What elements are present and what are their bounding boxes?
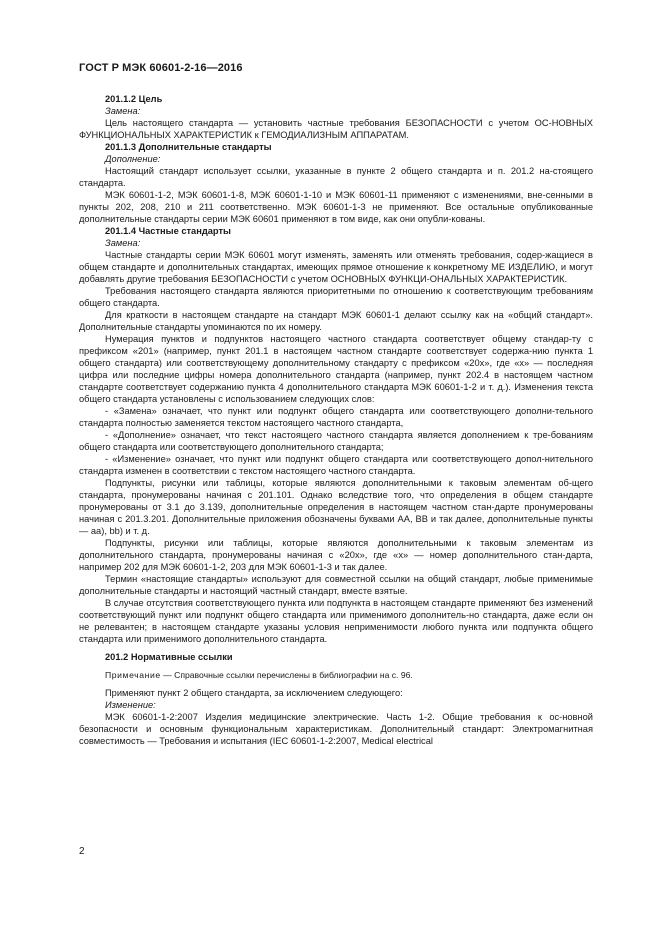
page-number: 2 xyxy=(79,846,85,857)
paragraph: Требования настоящего стандарта являются приоритетными по отношению к соответствующим требованиям общего стандарта. xyxy=(79,286,593,308)
change-label: Замена: xyxy=(105,106,141,116)
paragraph: МЭК 60601-1-2:2007 Изделия медицинские электрические. Часть 1-2. Общие требования к ос-новной безопасности и основным функциональным характеристикам. Дополнительный стандарт: Электромагнитная совместимость — Требования и испытания (IEC 60601-1-2:2007, Medical electrical xyxy=(79,712,593,746)
section-heading-201-1-2: 201.1.2 Цель xyxy=(105,94,163,104)
change-label: Изменение: xyxy=(105,700,156,710)
change-label: Замена: xyxy=(105,238,141,248)
paragraph: МЭК 60601-1-2, МЭК 60601-1-8, МЭК 60601-1-10 и МЭК 60601-11 применяют с изменениями, вне-сенными в пункты 202, 208, 210 и 211 соответственно. МЭК 60601-1-3 не применяют. Все остальные опубликованные дополнительные стандарты серии МЭК 60601 применяют в том виде, как они опубли-кованы. xyxy=(79,190,593,224)
paragraph: Применяют пункт 2 общего стандарта, за исключением следующего: xyxy=(105,688,403,698)
paragraph: Настоящий стандарт использует ссылки, указанные в пункте 2 общего стандарта и п. 201.2 на-стоящего стандарта. xyxy=(79,166,593,188)
list-item: - «Замена» означает, что пункт или подпункт общего стандарта или соответствующего дополни-тельного стандарта полностью заменяется текстом настоящего частного стандарта, xyxy=(79,406,593,428)
paragraph: Подпункты, рисунки или таблицы, которые являются дополнительными к таковым элементам об-щего стандарта, пронумерованы начиная с 201.101. Однако вследствие того, что определения в общем стандарте пронумерованы от 3.1 до 3.139, дополнительные определения в настоящем частном стан-дарте пронумерованы начиная с 201.3.201. Дополнительные приложения обозначены буквами АА, ВВ и так далее, дополнительные пункты — аа), bb) и т. д. xyxy=(79,478,593,536)
note-label: Примечание xyxy=(105,670,161,680)
paragraph: Подпункты, рисунки или таблицы, которые являются дополнительными к таковым элементам из дополнительного стандарта, пронумерованы начиная с «20x», где «x» — номер дополнительного стан-дарта, например 202 для МЭК 60601-1-2, 203 для МЭК 60601-1-3 и так далее. xyxy=(79,538,593,572)
paragraph: Нумерация пунктов и подпунктов настоящего частного стандарта соответствует общему стандар-ту с префиксом «201» (например, пункт 201.1 в настоящем частном стандарте соответствует содержа-нию пункта 1 общего стандарта) или соответствующему дополнительному стандарту с префиксом «20x», где «x» — последняя цифра или последние цифры номера дополнительного стандарта (например, пункт 202.4 в настоящем частном стандарте соответствует содержанию пункта 4 дополнительного стандарта МЭК 60601-1-2 и т. д.). Изменения текста общего стандарта установлены с использованием следующих слов: xyxy=(79,334,593,404)
paragraph: Частные стандарты серии МЭК 60601 могут изменять, заменять или отменять требования, содер-жащиеся в общем стандарте и дополнительных стандартах, имеющих прямое отношение к конкретному МЕ ИЗДЕЛИЮ, и могут добавлять другие требования БЕЗОПАСНОСТИ с учетом ОСНОВНЫХ ФУНКЦИ-ОНАЛЬНЫХ ХАРАКТЕРИСТИК. xyxy=(79,250,593,284)
paragraph: Цель настоящего стандарта — установить частные требования БЕЗОПАСНОСТИ с учетом ОС-НОВНЫХ ФУНКЦИОНАЛЬНЫХ ХАРАКТЕРИСТИК к ГЕМОДИАЛИЗНЫМ АППАРАТАМ. xyxy=(79,118,593,140)
list-item: - «Дополнение» означает, что текст настоящего частного стандарта является дополнением к тре-бованиям общего стандарта или соответствующего дополнительного стандарта; xyxy=(79,430,593,452)
paragraph: В случае отсутствия соответствующего пункта или подпункта в настоящем стандарте применяют без изменений соответствующий пункт или подпункт общего стандарта или применимого дополнитель-но стандарта, даже если он не релевантен; в настоящем стандарте указаны условия неприменимости любого пункта или подпункта общего стандарта или применимого дополнительного стандарта. xyxy=(79,598,593,644)
page-body xyxy=(79,93,593,747)
change-label: Дополнение: xyxy=(105,154,161,164)
section-heading-201-1-3: 201.1.3 Дополнительные стандарты xyxy=(105,142,272,152)
note xyxy=(79,669,593,681)
paragraph: Термин «настоящие стандарты» используют для совместной ссылки на общий стандарт, любые применимые дополнительные стандарты и настоящий частный стандарт, вместе взятые. xyxy=(79,574,593,596)
note-text: — Справочные ссылки перечислены в библиографии на с. 96. xyxy=(160,670,413,680)
list-item: - «Изменение» означает, что пункт или подпункт общего стандарта или соответствующего допол-нительного стандарта изменен в соответствии с текстом настоящего частного стандарта. xyxy=(79,454,593,476)
running-header: ГОСТ Р МЭК 60601-2-16—2016 xyxy=(79,62,243,74)
section-heading-201-2: 201.2 Нормативные ссылки xyxy=(105,652,233,662)
section-heading-201-1-4: 201.1.4 Частные стандарты xyxy=(105,226,231,236)
paragraph: Для краткости в настоящем стандарте на стандарт МЭК 60601-1 делают ссылку как на «общий стандарт». Дополнительные стандарты упоминаются по их номеру. xyxy=(79,310,593,332)
